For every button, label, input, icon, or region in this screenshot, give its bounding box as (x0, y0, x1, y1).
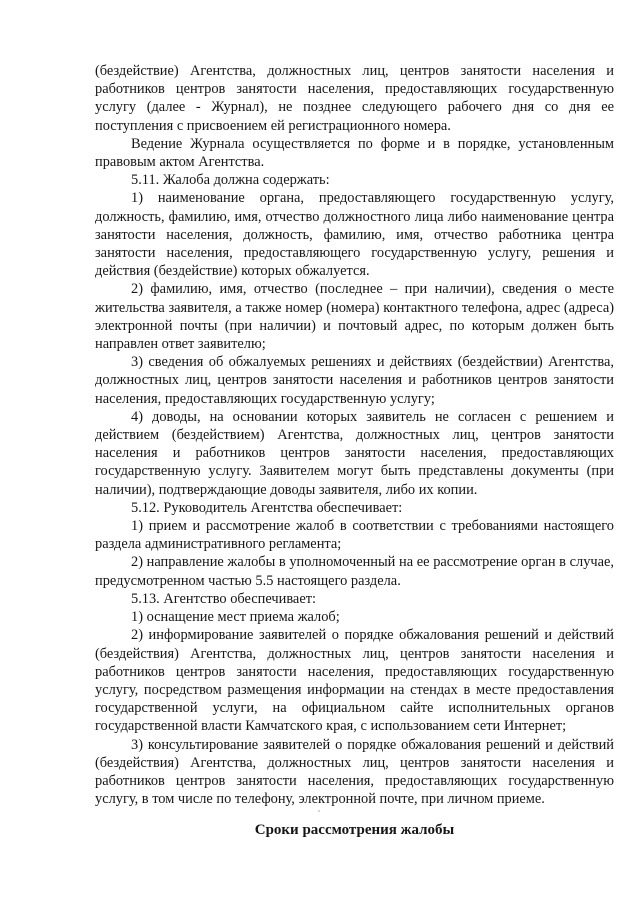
body-text (95, 62, 614, 808)
paragraph-5-11-item-4: 4) доводы, на основании которых заявитель не согласен с решением и действием (бездействием) Агентства, должностных лиц, центров занятости населения и работников центров занятости населения, предоставляющих государственную услугу. Заявителем могут быть представлены документы (при наличии), подтверждающие доводы заявителя, либо их копии. (95, 408, 614, 498)
section-heading: Сроки рассмотрения жалобы (254, 822, 455, 838)
paragraph-5-11-heading: 5.11. Жалоба должна содержать: (131, 172, 330, 189)
paragraph-journal-maintenance: Ведение Журнала осуществляется по форме и в порядке, установленным правовым актом Агентства. (95, 135, 614, 171)
paragraph-5-12-item-2: 2) направление жалобы в уполномоченный на ее рассмотрение орган в случае, предусмотренном частью 5.5 настоящего раздела. (95, 554, 614, 589)
paragraph-5-13-item-2: 2) информирование заявителей о порядке обжалования решений и действий (бездействия) Агентства, должностных лиц, центров занятости населения и работников центров занятости населения, предоставляющих государственную услугу, посредством размещения информации на стендах в месте предоставления государственной услуги, на официальном сайте исполнительных органов государственной власти Камчатского края, с использованием сети Интернет; (95, 627, 614, 735)
paragraph-5-11-item-1: 1) наименование органа, предоставляющего государственную услугу, должность, фамилию, имя, отчество должностного лица либо наименование центра занятости населения, должность, фамилию, имя, отчество работника центра занятости населения, предоставляющего государственную услугу, решения и действия (бездействие) которых обжалуется. (95, 190, 614, 280)
paragraph-5-13-item-3: 3) консультирование заявителей о порядке обжалования решений и действий (бездействия) Агентства, должностных лиц, центров занятости населения и работников центров занятости населения, предоставляющих государственную услугу, в том числе по телефону, электронной почте, при личном приеме. (95, 736, 614, 808)
paragraph-5-13-item-1: 1) оснащение мест приема жалоб; (131, 609, 340, 626)
paragraph-5-12-item-1: 1) прием и рассмотрение жалоб в соответствии с требованиями настоящего раздела административного регламента; (95, 518, 614, 553)
paragraph-5-13-heading: 5.13. Агентство обеспечивает: (131, 590, 316, 607)
scan-speck (318, 810, 320, 812)
paragraph-5-11-item-3: 3) сведения об обжалуемых решениях и действиях (бездействии) Агентства, должностных лиц, центров занятости населения и работников центров занятости населения, предоставляющих государственную услугу; (95, 354, 614, 407)
paragraph-5-12-heading: 5.12. Руководитель Агентства обеспечивает: (131, 499, 403, 516)
paragraph-journal-registration: (бездействие) Агентства, должностных лиц, центров занятости населения и работников центров занятости населения, предоставляющих государственную услугу (далее - Журнал), не позднее следующего рабочего дня со дня ее поступления с присвоением ей регистрационного номера. (95, 63, 614, 134)
paragraph-5-11-item-2: 2) фамилию, имя, отчество (последнее – при наличии), сведения о месте жительства заявителя, а также номер (номера) контактного телефона, адрес (адреса) электронной почты (при наличии) и почтовый адрес, по которым должен быть направлен ответ заявителю; (95, 281, 614, 353)
